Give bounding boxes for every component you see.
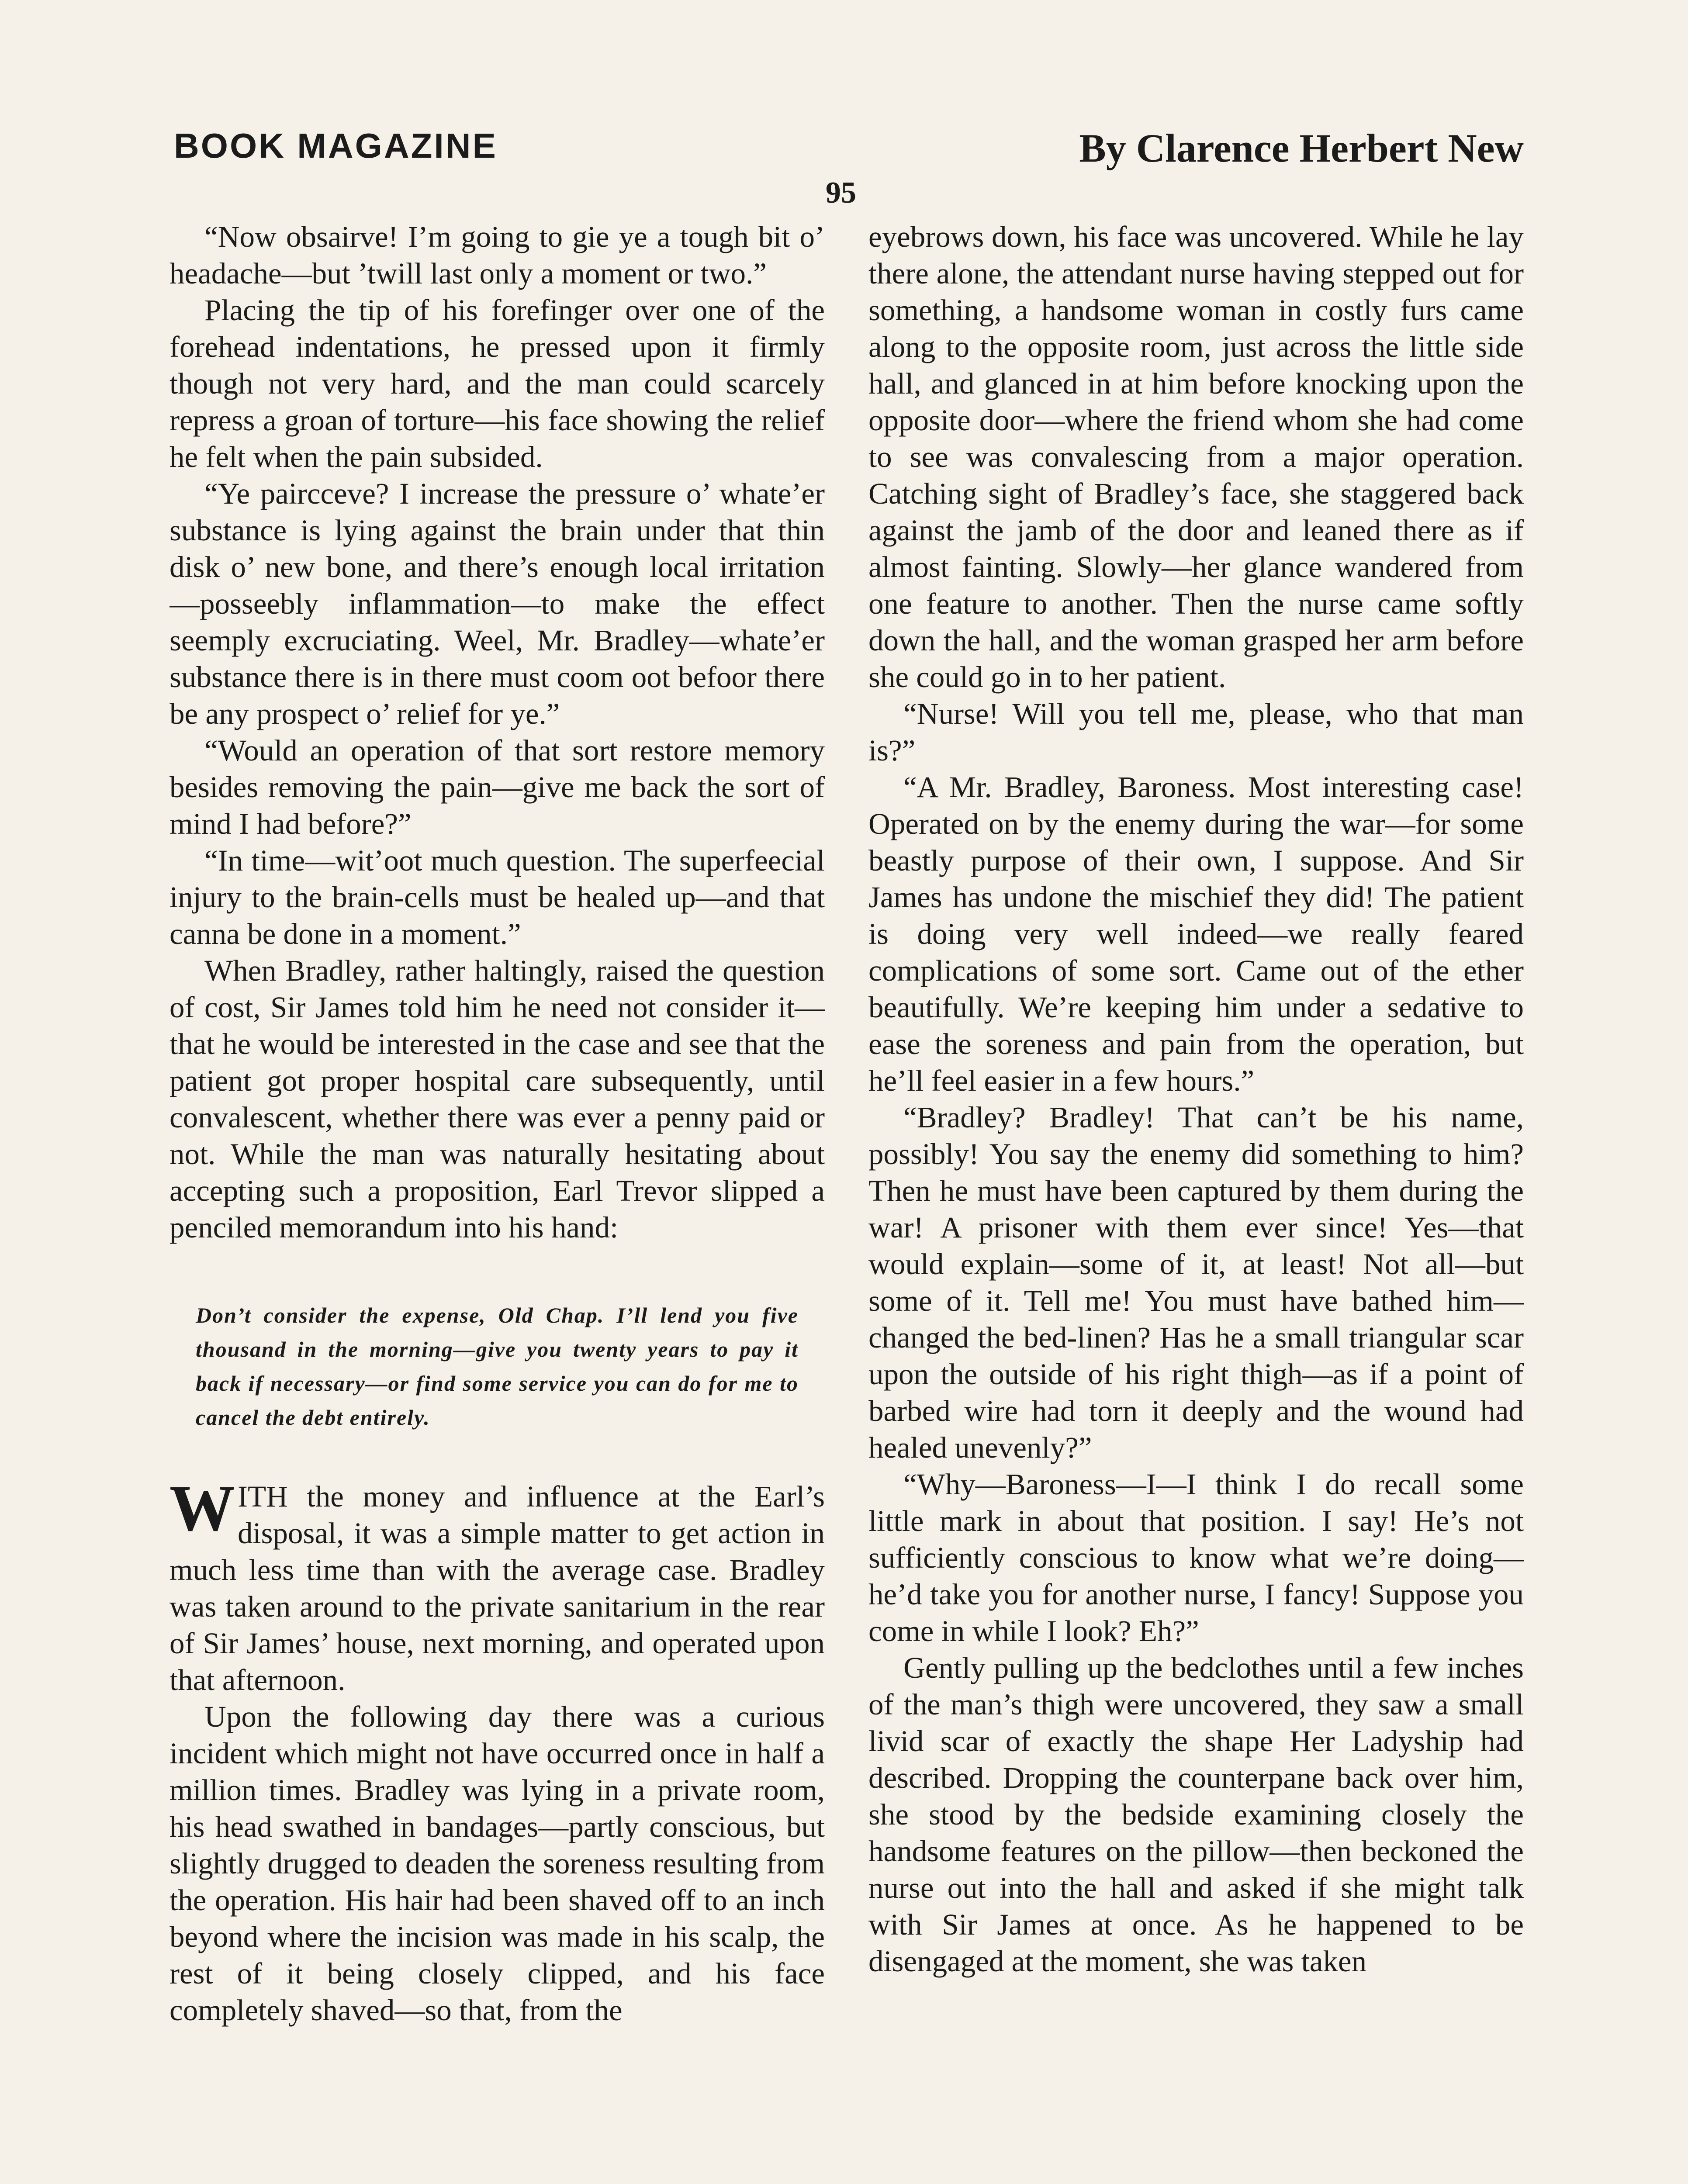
paragraph: “Why—Baroness—I—I think I do recall some little mark in about that position. I say! He’s not sufficiently conscious to know what we’re doing—he’d take you for another nurse, I fancy! Suppose you come in while I look? Eh?”	[868, 1468, 1524, 1648]
running-header-left: BOOK MAGAZINE	[174, 126, 498, 165]
paragraph: “Bradley? Bradley! That can’t be his name, possibly! You say the enemy did something to him? Then he must have been captured by them during the war! A prisoner with them ever since! Yes—that would explain—some of it, at least! Not all—but some of it. Tell me! You must have bathed him—changed the bed-linen? Has he a small triangular scar upon the outside of his right thigh—as if a point of barbed wire had torn it deeply and the wound had healed unevenly?”	[868, 1101, 1524, 1464]
drop-cap: W	[169, 1472, 235, 1545]
paragraph: “Now obsairve! I’m going to gie ye a tough bit o’ headache—but ’twill last only a moment or two.”	[169, 220, 825, 290]
section-opening-paragraph	[169, 1472, 825, 1698]
left-column	[169, 218, 825, 2184]
paragraph: “Nurse! Will you tell me, please, who that man is?”	[868, 697, 1524, 767]
paragraph: Gently pulling up the bedclothes until a few inches of the man’s thigh were uncovered, they saw a small livid scar of exactly the shape Her Ladyship had described. Dropping the counterpane back over him, she stood by the bedside examining closely the handsome features on the pillow—then beckoned the nurse out into the hall and asked if she might talk with Sir James at once. As he happened to be disengaged at the moment, she was taken	[868, 1651, 1524, 1978]
page-number: 95	[826, 176, 856, 210]
paragraph: “A Mr. Bradley, Baroness. Most interesting case! Operated on by the enemy during the war—for some beastly purpose of their own, I suppose. And Sir James has undone the mischief they did! The patient is doing very well indeed—we really feared complications of some sort. Came out of the ether beautifully. We’re keeping him under a sedative to ease the soreness and pain from the operation, but he’ll feel easier in a few hours.”	[868, 771, 1524, 1097]
paragraph: Upon the following day there was a curious incident which might not have occurred once in half a million times. Bradley was lying in a private room, his head swathed in bandages—partly conscious, but slightly drugged to deaden the soreness resulting from the operation. His hair had been shaved off to an inch beyond where the incision was made in his scalp, the rest of it being closely clipped, and his face completely shaved—so that, from the	[169, 1700, 825, 2027]
section-opening-text: ITH the money and influence at the Earl’s disposal, it was a simple matter to get action in much less time than with the average case. Bradley was taken around to the private sanitarium in the rear of Sir James’ house, next morning, and operated upon that afternoon.	[169, 1480, 825, 1697]
continued-paragraph: eyebrows down, his face was uncovered. While he lay there alone, the attendant nurse having stepped out for something, a handsome woman in costly furs came along to the opposite room, just across the little side hall, and glanced in at him before knocking upon the opposite door—where the friend whom she had come to see was convalescing from a major operation. Catching sight of Bradley’s face, she staggered back against the jamb of the door and leaned there as if almost fainting. Slowly—her glance wandered from one feature to another. Then the nurse came softly down the hall, and the woman grasped her arm before she could go in to her patient.	[868, 220, 1524, 694]
paragraph: “Ye paircceve? I increase the pressure o’ whate’er substance is lying against the brain under that thin disk o’ new bone, and there’s enough local irritation—posseebly inflammation—to make the effect seemply excruciating. Weel, Mr. Bradley—whate’er substance there is in there must coom oot befoor there be any prospect o’ relief for ye.”	[169, 477, 825, 730]
paragraph: When Bradley, rather haltingly, raised the question of cost, Sir James told him he need not consider it—that he would be interested in the case and see that the patient got proper hospital care subsequently, until convalescent, whether there was ever a penny paid or not. While the man was naturally hesitating about accepting such a proposition, Earl Trevor slipped a penciled memorandum into his hand:	[169, 954, 825, 1244]
paragraph: “In time—wit’oot much question. The superfeecial injury to the brain-cells must be healed up—and that canna be done in a moment.”	[169, 844, 825, 950]
right-column	[868, 218, 1524, 2184]
paragraph: Placing the tip of his forefinger over one of the forehead indentations, he pressed upon it firmly though not very hard, and the man could scarcely repress a groan of torture—his face showing the relief he felt when the pain subsided.	[169, 294, 825, 473]
paragraph: “Would an operation of that sort restore memory besides removing the pain—give me back the sort of mind I had before?”	[169, 734, 825, 840]
memo-text: Don’t consider the expense, Old Chap. I’ll lend you five thousand in the morning—give you twenty years to pay it back if necessary—or find some service you can do for me to cancel the debt entirely.	[196, 1303, 799, 1430]
running-header-right: By Clarence Herbert New	[1079, 126, 1524, 170]
penciled-memorandum	[196, 1298, 799, 1434]
